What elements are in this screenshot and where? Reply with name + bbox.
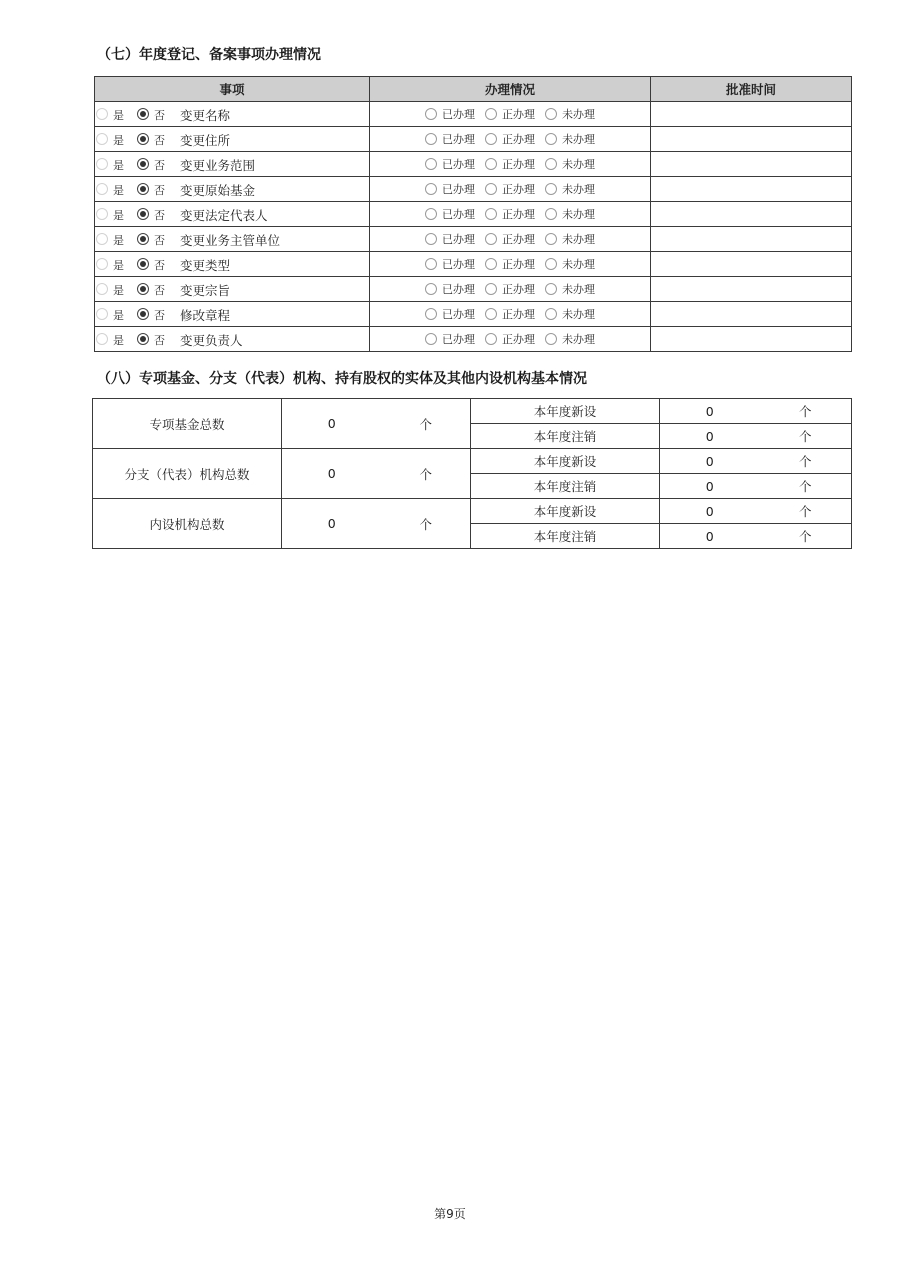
new-unit: 个 [760,449,852,474]
status-in-progress-label: 正办理 [502,333,535,346]
yes-label: 是 [113,259,124,272]
no-label: 否 [154,309,165,322]
status-not-done-label: 未办理 [562,333,595,346]
status-not-done-label: 未办理 [562,233,595,246]
approval-time-cell[interactable] [651,277,852,302]
no-radio-selected[interactable] [137,208,149,220]
cancel-label: 本年度注销 [471,424,660,449]
approval-time-cell[interactable] [651,127,852,152]
no-radio-selected[interactable] [137,283,149,295]
yes-radio[interactable] [96,183,108,195]
status-not-done-label: 未办理 [562,158,595,171]
status-done-label: 已办理 [442,183,475,196]
yes-radio[interactable] [96,208,108,220]
table-row [95,177,852,202]
yes-label: 是 [113,234,124,247]
table-row [95,102,852,127]
no-label: 否 [154,234,165,247]
group-total-unit: 个 [382,499,471,549]
status-not-done-radio[interactable] [545,108,557,120]
item-cell [95,227,370,252]
status-in-progress-radio[interactable] [485,158,497,170]
yes-label: 是 [113,134,124,147]
cancel-count: 0 [660,424,760,449]
item-name: 变更业务主管单位 [180,233,281,248]
yes-radio[interactable] [96,283,108,295]
approval-time-cell[interactable] [651,327,852,352]
status-in-progress-radio[interactable] [485,183,497,195]
status-not-done-label: 未办理 [562,283,595,296]
status-not-done-label: 未办理 [562,108,595,121]
no-label: 否 [154,184,165,197]
yes-label: 是 [113,184,124,197]
item-cell [95,127,370,152]
status-done-radio[interactable] [425,258,437,270]
status-done-radio[interactable] [425,208,437,220]
item-name: 修改章程 [180,308,231,323]
status-cell [370,202,651,227]
no-radio-selected[interactable] [137,183,149,195]
no-label: 否 [154,134,165,147]
status-not-done-radio[interactable] [545,158,557,170]
item-name: 变更住所 [180,133,231,148]
yes-label: 是 [113,334,124,347]
no-label: 否 [154,109,165,122]
table-row [95,252,852,277]
table-row [95,152,852,177]
no-label: 否 [154,259,165,272]
cancel-label: 本年度注销 [471,524,660,549]
group-total: 0 [282,399,382,449]
yes-radio[interactable] [96,108,108,120]
yes-radio[interactable] [96,158,108,170]
no-radio-selected[interactable] [137,158,149,170]
status-in-progress-radio[interactable] [485,333,497,345]
status-in-progress-label: 正办理 [502,283,535,296]
new-count: 0 [660,399,760,424]
item-cell [95,327,370,352]
table-row [95,127,852,152]
item-cell [95,252,370,277]
new-unit: 个 [760,499,852,524]
page-number: 第9页 [434,1207,466,1221]
status-not-done-label: 未办理 [562,308,595,321]
new-unit: 个 [760,399,852,424]
table-row [93,449,852,474]
no-radio-selected[interactable] [137,258,149,270]
header-status: 办理情况 [370,77,651,102]
no-radio-selected[interactable] [137,108,149,120]
item-name: 变更名称 [180,108,231,123]
yes-radio[interactable] [96,333,108,345]
status-in-progress-label: 正办理 [502,233,535,246]
section-7-title: （七）年度登记、备案事项办理情况 [97,47,321,63]
no-radio-selected[interactable] [137,333,149,345]
item-cell [95,202,370,227]
approval-time-cell[interactable] [651,202,852,227]
cancel-count: 0 [660,474,760,499]
status-in-progress-radio[interactable] [485,108,497,120]
yes-radio[interactable] [96,133,108,145]
item-name: 变更法定代表人 [180,208,268,223]
yes-label: 是 [113,209,124,222]
group-total: 0 [282,499,382,549]
status-in-progress-radio[interactable] [485,133,497,145]
approval-time-cell[interactable] [651,252,852,277]
yes-label: 是 [113,159,124,172]
approval-time-cell[interactable] [651,177,852,202]
status-cell [370,152,651,177]
yes-radio[interactable] [96,258,108,270]
table-row [95,302,852,327]
status-done-label: 已办理 [442,158,475,171]
status-cell [370,302,651,327]
cancel-unit: 个 [760,474,852,499]
no-radio-selected[interactable] [137,308,149,320]
item-name: 变更宗旨 [180,283,231,298]
item-cell [95,152,370,177]
item-cell [95,177,370,202]
status-in-progress-label: 正办理 [502,258,535,271]
status-not-done-label: 未办理 [562,258,595,271]
yes-label: 是 [113,109,124,122]
yes-radio[interactable] [96,308,108,320]
group-label: 专项基金总数 [93,399,282,449]
table-row [95,277,852,302]
status-done-label: 已办理 [442,108,475,121]
status-in-progress-label: 正办理 [502,133,535,146]
status-cell [370,177,651,202]
status-cell [370,127,651,152]
table-header-row [95,77,852,102]
no-label: 否 [154,334,165,347]
status-not-done-radio[interactable] [545,233,557,245]
status-not-done-radio[interactable] [545,208,557,220]
status-cell [370,227,651,252]
status-cell [370,327,651,352]
cancel-count: 0 [660,524,760,549]
status-done-radio[interactable] [425,333,437,345]
approval-time-cell[interactable] [651,227,852,252]
new-label: 本年度新设 [471,449,660,474]
group-label: 内设机构总数 [93,499,282,549]
status-done-radio[interactable] [425,108,437,120]
status-not-done-radio[interactable] [545,333,557,345]
item-name: 变更原始基金 [180,183,256,198]
status-done-radio[interactable] [425,308,437,320]
group-label: 分支（代表）机构总数 [93,449,282,499]
status-cell [370,277,651,302]
status-not-done-radio[interactable] [545,133,557,145]
status-done-label: 已办理 [442,208,475,221]
header-approval-time: 批准时间 [651,77,852,102]
yes-radio[interactable] [96,233,108,245]
header-item: 事项 [95,77,370,102]
new-label: 本年度新设 [471,399,660,424]
status-not-done-label: 未办理 [562,133,595,146]
yes-label: 是 [113,309,124,322]
status-done-radio[interactable] [425,283,437,295]
status-done-label: 已办理 [442,333,475,346]
table-row [95,227,852,252]
status-done-radio[interactable] [425,158,437,170]
new-label: 本年度新设 [471,499,660,524]
status-done-label: 已办理 [442,258,475,271]
approval-time-cell[interactable] [651,152,852,177]
new-count: 0 [660,499,760,524]
status-done-radio[interactable] [425,233,437,245]
status-not-done-label: 未办理 [562,208,595,221]
section-8-title: （八）专项基金、分支（代表）机构、持有股权的实体及其他内设机构基本情况 [97,371,587,387]
new-count: 0 [660,449,760,474]
cancel-unit: 个 [760,424,852,449]
status-done-label: 已办理 [442,308,475,321]
status-in-progress-radio[interactable] [485,258,497,270]
yes-label: 是 [113,284,124,297]
cancel-unit: 个 [760,524,852,549]
item-cell [95,302,370,327]
status-in-progress-label: 正办理 [502,108,535,121]
status-in-progress-label: 正办理 [502,308,535,321]
status-done-radio[interactable] [425,183,437,195]
status-done-label: 已办理 [442,283,475,296]
item-name: 变更类型 [180,258,231,273]
status-not-done-radio[interactable] [545,283,557,295]
no-radio-selected[interactable] [137,233,149,245]
status-done-radio[interactable] [425,133,437,145]
approval-time-cell[interactable] [651,102,852,127]
status-in-progress-radio[interactable] [485,208,497,220]
status-in-progress-radio[interactable] [485,283,497,295]
table-row [93,399,852,424]
status-cell [370,252,651,277]
table-row [95,327,852,352]
no-label: 否 [154,284,165,297]
item-cell [95,102,370,127]
status-not-done-radio[interactable] [545,258,557,270]
status-done-label: 已办理 [442,233,475,246]
registration-items-table [94,76,852,352]
status-in-progress-label: 正办理 [502,208,535,221]
status-done-label: 已办理 [442,133,475,146]
approval-time-cell[interactable] [651,302,852,327]
item-cell [95,277,370,302]
table-row [93,499,852,524]
item-name: 变更业务范围 [180,158,256,173]
no-label: 否 [154,159,165,172]
status-in-progress-radio[interactable] [485,233,497,245]
group-total-unit: 个 [382,449,471,499]
status-not-done-radio[interactable] [545,308,557,320]
status-not-done-label: 未办理 [562,183,595,196]
no-radio-selected[interactable] [137,133,149,145]
status-in-progress-radio[interactable] [485,308,497,320]
table-row [95,202,852,227]
sub-institutions-table [92,398,852,549]
status-in-progress-label: 正办理 [502,183,535,196]
item-name: 变更负责人 [180,333,243,348]
status-cell [370,102,651,127]
status-in-progress-label: 正办理 [502,158,535,171]
cancel-label: 本年度注销 [471,474,660,499]
no-label: 否 [154,209,165,222]
group-total-unit: 个 [382,399,471,449]
status-not-done-radio[interactable] [545,183,557,195]
group-total: 0 [282,449,382,499]
